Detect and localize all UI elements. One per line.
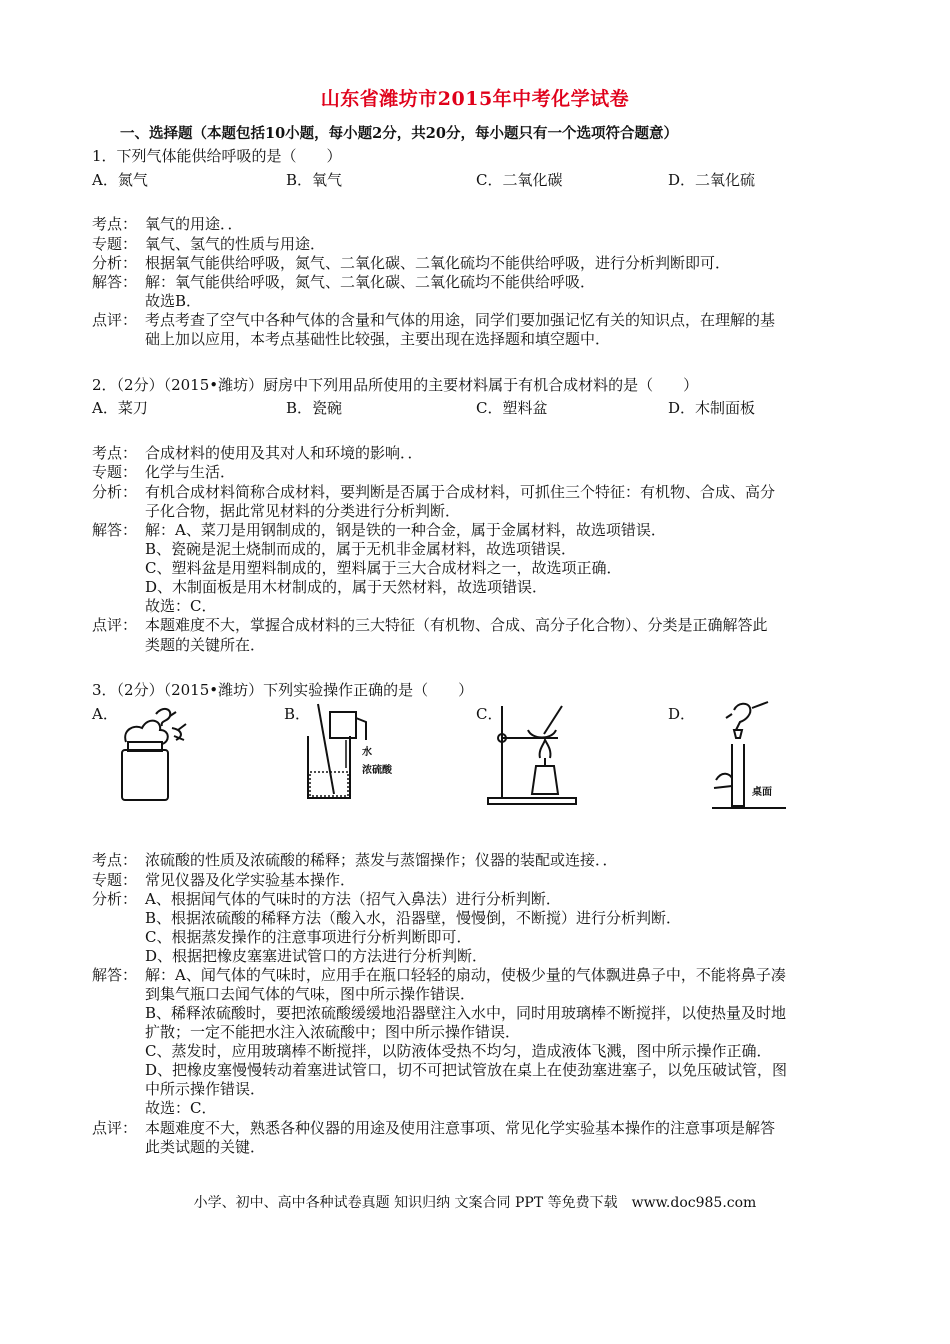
q3-dianping-line: 此类试题的关键． xyxy=(145,1138,266,1156)
figure-a-smelling-gas xyxy=(112,700,192,804)
q2-option-c: C．塑料盆 xyxy=(476,399,548,417)
q3-jieda-line: 故选：C． xyxy=(145,1099,217,1117)
q3-jieda-line: C、蒸发时，应用玻璃棒不断搅拌，以防液体受热不均匀，造成液体飞溅，图中所示操作正确． xyxy=(145,1042,772,1060)
figure-b-acid-label: 浓硫酸 xyxy=(362,765,392,776)
q1-jieda-line: 解：氧气能供给呼吸，氮气、二氧化碳、二氧化硫均不能供给呼吸． xyxy=(145,273,596,291)
figure-d-stopper-insertion xyxy=(712,700,788,816)
q3-jieda-line: D、把橡皮塞慢慢转动着塞进试管口，切不可把试管放在桌上在使劲塞进塞子，以免压破试管，图 xyxy=(145,1061,788,1079)
q1-dianping-label: 点评： xyxy=(92,311,138,329)
q2-zhuanti: 化学与生活． xyxy=(145,463,236,481)
q1-dianping-line: 考点考查了空气中各种气体的含量和气体的用途，同学们要加强记忆有关的知识点，在理解的基 xyxy=(145,311,776,329)
q2-jieda-line: 解：A、菜刀是用钢制成的，钢是铁的一种合金，属于金属材料，故选项错误． xyxy=(145,521,666,539)
q2-fenxi-line: 子化合物，据此常见材料的分类进行分析判断． xyxy=(145,502,461,520)
q3-jieda-line: 解：A、闻气体的气味时，应用手在瓶口轻轻的扇动，使极少量的气体飘进鼻子中，不能将鼻子凑 xyxy=(145,966,786,984)
q2-fenxi-label: 分析： xyxy=(92,483,138,501)
q3-zhuanti: 常见仪器及化学实验基本操作． xyxy=(145,871,356,889)
q1-option-c: C．二氧化碳 xyxy=(476,171,563,189)
q1-jieda-line: 故选B． xyxy=(145,292,202,310)
q3-option-a: A． xyxy=(92,705,118,723)
q3-fenxi-line: A、根据闻气体的气味时的方法（招气入鼻法）进行分析判断． xyxy=(145,890,561,908)
q1-jieda-label: 解答： xyxy=(92,273,138,291)
q2-jieda-line: 故选：C． xyxy=(145,597,217,615)
q3-fenxi-line: B、根据浓硫酸的稀释方法（酸入水，沿器壁，慢慢倒，不断搅）进行分析判断． xyxy=(145,909,682,927)
q2-kaodian-label: 考点： xyxy=(92,444,138,462)
q2-jieda-line: D、木制面板是用木材制成的，属于天然材料，故选项错误． xyxy=(145,578,548,596)
q2-dianping-label: 点评： xyxy=(92,616,138,634)
q3-kaodian-label: 考点： xyxy=(92,851,138,869)
q1-option-b: B．氧气 xyxy=(286,171,343,189)
q2-option-d: D．木制面板 xyxy=(668,399,756,417)
q2-kaodian: 合成材料的使用及其对人和环境的影响．． xyxy=(145,444,423,462)
figure-c-evaporation xyxy=(484,700,580,808)
page-title: 山东省潍坊市2015年中考化学试卷 xyxy=(320,88,630,110)
q3-jieda-line: 到集气瓶口去闻气体的气味，图中所示操作错误． xyxy=(145,985,476,1003)
q2-jieda-label: 解答： xyxy=(92,521,138,539)
q3-jieda-line: 中所示操作错误． xyxy=(145,1080,266,1098)
q3-dianping-line: 本题难度不大，熟悉各种仪器的用途及使用注意事项、常见化学实验基本操作的注意事项是解答 xyxy=(145,1119,776,1137)
q3-zhuanti-label: 专题： xyxy=(92,871,138,889)
q2-stem: 2．（2分）（2015•潍坊）厨房中下列用品所使用的主要材料属于有机合成材料的是（ ） xyxy=(92,376,699,394)
q1-option-a: A．氮气 xyxy=(92,171,148,189)
q2-zhuanti-label: 专题： xyxy=(92,463,138,481)
q1-kaodian-label: 考点： xyxy=(92,215,138,233)
q3-jieda-line: 扩散；一定不能把水注入浓硫酸中；图中所示操作错误． xyxy=(145,1023,521,1041)
q1-stem: 1．下列气体能供给呼吸的是（ ） xyxy=(92,147,342,165)
q3-jieda-line: B、稀释浓硫酸时，要把浓硫酸缓缓地沿器壁注入水中，同时用玻璃棒不断搅拌，以使热量及时地 xyxy=(145,1004,787,1022)
q2-option-b: B．瓷碗 xyxy=(286,399,343,417)
q1-fenxi: 根据氧气能供给呼吸，氮气、二氧化碳、二氧化硫均不能供给呼吸，进行分析判断即可． xyxy=(145,254,731,272)
q3-fenxi-line: D、根据把橡皮塞塞进试管口的方法进行分析判断． xyxy=(145,947,488,965)
q3-jieda-label: 解答： xyxy=(92,966,138,984)
q1-zhuanti: 氧气、氢气的性质与用途． xyxy=(145,235,326,253)
q3-dianping-label: 点评： xyxy=(92,1119,138,1137)
page-footer: 小学、初中、高中各种试卷真题 知识归纳 文案合同 PPT 等免费下载 www.doc985.com xyxy=(193,1195,757,1211)
q2-jieda-line: C、塑料盆是用塑料制成的，塑料属于三大合成材料之一，故选项正确． xyxy=(145,559,622,577)
q3-option-d: D． xyxy=(668,705,696,723)
q1-dianping-line: 础上加以应用，本考点基础性比较强，主要出现在选择题和填空题中． xyxy=(145,330,611,348)
q2-jieda-line: B、瓷碗是泥土烧制而成的，属于无机非金属材料，故选项错误． xyxy=(145,540,577,558)
q2-dianping-line: 类题的关键所在． xyxy=(145,636,266,654)
q1-zhuanti-label: 专题： xyxy=(92,235,138,253)
figure-d-table-label: 桌面 xyxy=(752,787,772,798)
q2-option-a: A．菜刀 xyxy=(92,399,148,417)
q2-dianping-line: 本题难度不大，掌握合成材料的三大特征（有机物、合成、高分子化合物）、分类是正确解答此 xyxy=(145,616,768,634)
q3-option-c: C． xyxy=(476,705,503,723)
section-heading: 一、选择题（本题包括10小题，每小题2分，共20分，每小题只有一个选项符合题意） xyxy=(120,125,678,142)
q1-kaodian: 氧气的用途．． xyxy=(145,215,243,233)
q3-fenxi-line: C、根据蒸发操作的注意事项进行分析判断即可． xyxy=(145,928,472,946)
q3-fenxi-label: 分析： xyxy=(92,890,138,908)
q2-fenxi-line: 有机合成材料简称合成材料，要判断是否属于合成材料，可抓住三个特征：有机物、合成、高分 xyxy=(145,483,776,501)
q1-option-d: D．二氧化硫 xyxy=(668,171,756,189)
q3-kaodian: 浓硫酸的性质及浓硫酸的稀释；蒸发与蒸馏操作；仪器的装配或连接．． xyxy=(145,851,618,869)
figure-b-water-label: 水 xyxy=(362,747,372,758)
q3-stem: 3．（2分）（2015•潍坊）下列实验操作正确的是（ ） xyxy=(92,681,474,699)
q3-option-b: B． xyxy=(284,705,311,723)
q1-fenxi-label: 分析： xyxy=(92,254,138,272)
